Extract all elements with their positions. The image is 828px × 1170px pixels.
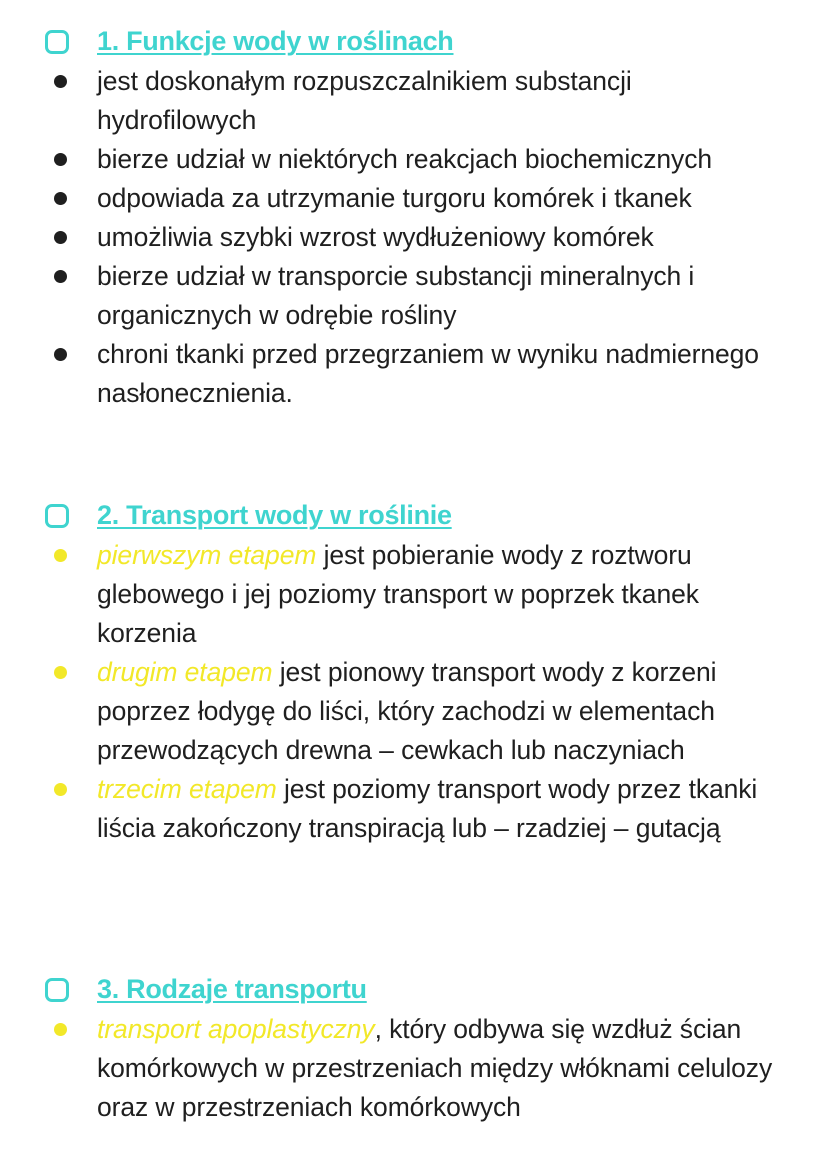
highlighted-term: transport apoplastyczny <box>97 1014 375 1044</box>
highlighted-term: trzecim etapem <box>97 774 277 804</box>
list-item <box>0 770 828 848</box>
item-text: jest pobieranie wody z roztworu glebowego i jej poziomy transport w poprzek tkanek korzenia <box>97 540 699 648</box>
bullet-icon <box>54 348 67 361</box>
list-item <box>0 1010 828 1127</box>
highlighted-term: pierwszym etapem <box>97 540 317 570</box>
item-text: odpowiada za utrzymanie turgoru komórek i tkanek <box>97 183 692 213</box>
checkbox-icon[interactable] <box>45 978 69 1002</box>
section-header <box>0 970 828 1010</box>
bullet-icon <box>54 783 67 796</box>
section-water-transport <box>0 496 828 848</box>
bullet-icon <box>54 1023 67 1036</box>
bullet-icon <box>54 192 67 205</box>
item-text: bierze udział w niektórych reakcjach biochemicznych <box>97 144 712 174</box>
checkbox-icon[interactable] <box>45 30 69 54</box>
section-title: 2. Transport wody w roślinie <box>97 500 452 530</box>
section-header <box>0 496 828 536</box>
item-text: jest poziomy transport wody przez tkanki liścia zakończony transpiracją lub – rzadziej – gutacją <box>97 774 758 843</box>
list-item <box>0 335 828 413</box>
section-title: 3. Rodzaje transportu <box>97 974 367 1004</box>
bullet-icon <box>54 75 67 88</box>
list-item <box>0 179 828 218</box>
section-header <box>0 22 828 62</box>
list-item <box>0 257 828 335</box>
item-text: chroni tkanki przed przegrzaniem w wyniku nadmiernego nasłonecznienia. <box>97 339 759 408</box>
item-text: umożliwia szybki wzrost wydłużeniowy komórek <box>97 222 654 252</box>
list-item <box>0 536 828 653</box>
item-text: jest doskonałym rozpuszczalnikiem substancji hydrofilowych <box>97 66 632 135</box>
item-text: bierze udział w transporcie substancji mineralnych i organicznych w odrębie rośliny <box>97 261 695 330</box>
list-item <box>0 218 828 257</box>
bullet-icon <box>54 153 67 166</box>
section-transport-types <box>0 970 828 1127</box>
bullet-icon <box>54 666 67 679</box>
section-title: 1. Funkcje wody w roślinach <box>97 26 454 56</box>
list-item <box>0 140 828 179</box>
list-item <box>0 653 828 770</box>
section-water-functions <box>0 22 828 413</box>
bullet-list <box>0 62 828 413</box>
item-text: , który odbywa się wzdłuż ścian komórkowych w przestrzeniach między włóknami celulozy oraz w przestrzeniach komórkowych <box>97 1014 773 1122</box>
bullet-list <box>0 1010 828 1127</box>
highlighted-term: drugim etapem <box>97 657 273 687</box>
item-text: jest pionowy transport wody z korzeni poprzez łodygę do liści, który zachodzi w elementach przewodzących drewna – cewkach lub naczyniach <box>97 657 717 765</box>
checkbox-icon[interactable] <box>45 504 69 528</box>
bullet-icon <box>54 549 67 562</box>
bullet-icon <box>54 270 67 283</box>
bullet-list <box>0 536 828 848</box>
list-item <box>0 62 828 140</box>
bullet-icon <box>54 231 67 244</box>
